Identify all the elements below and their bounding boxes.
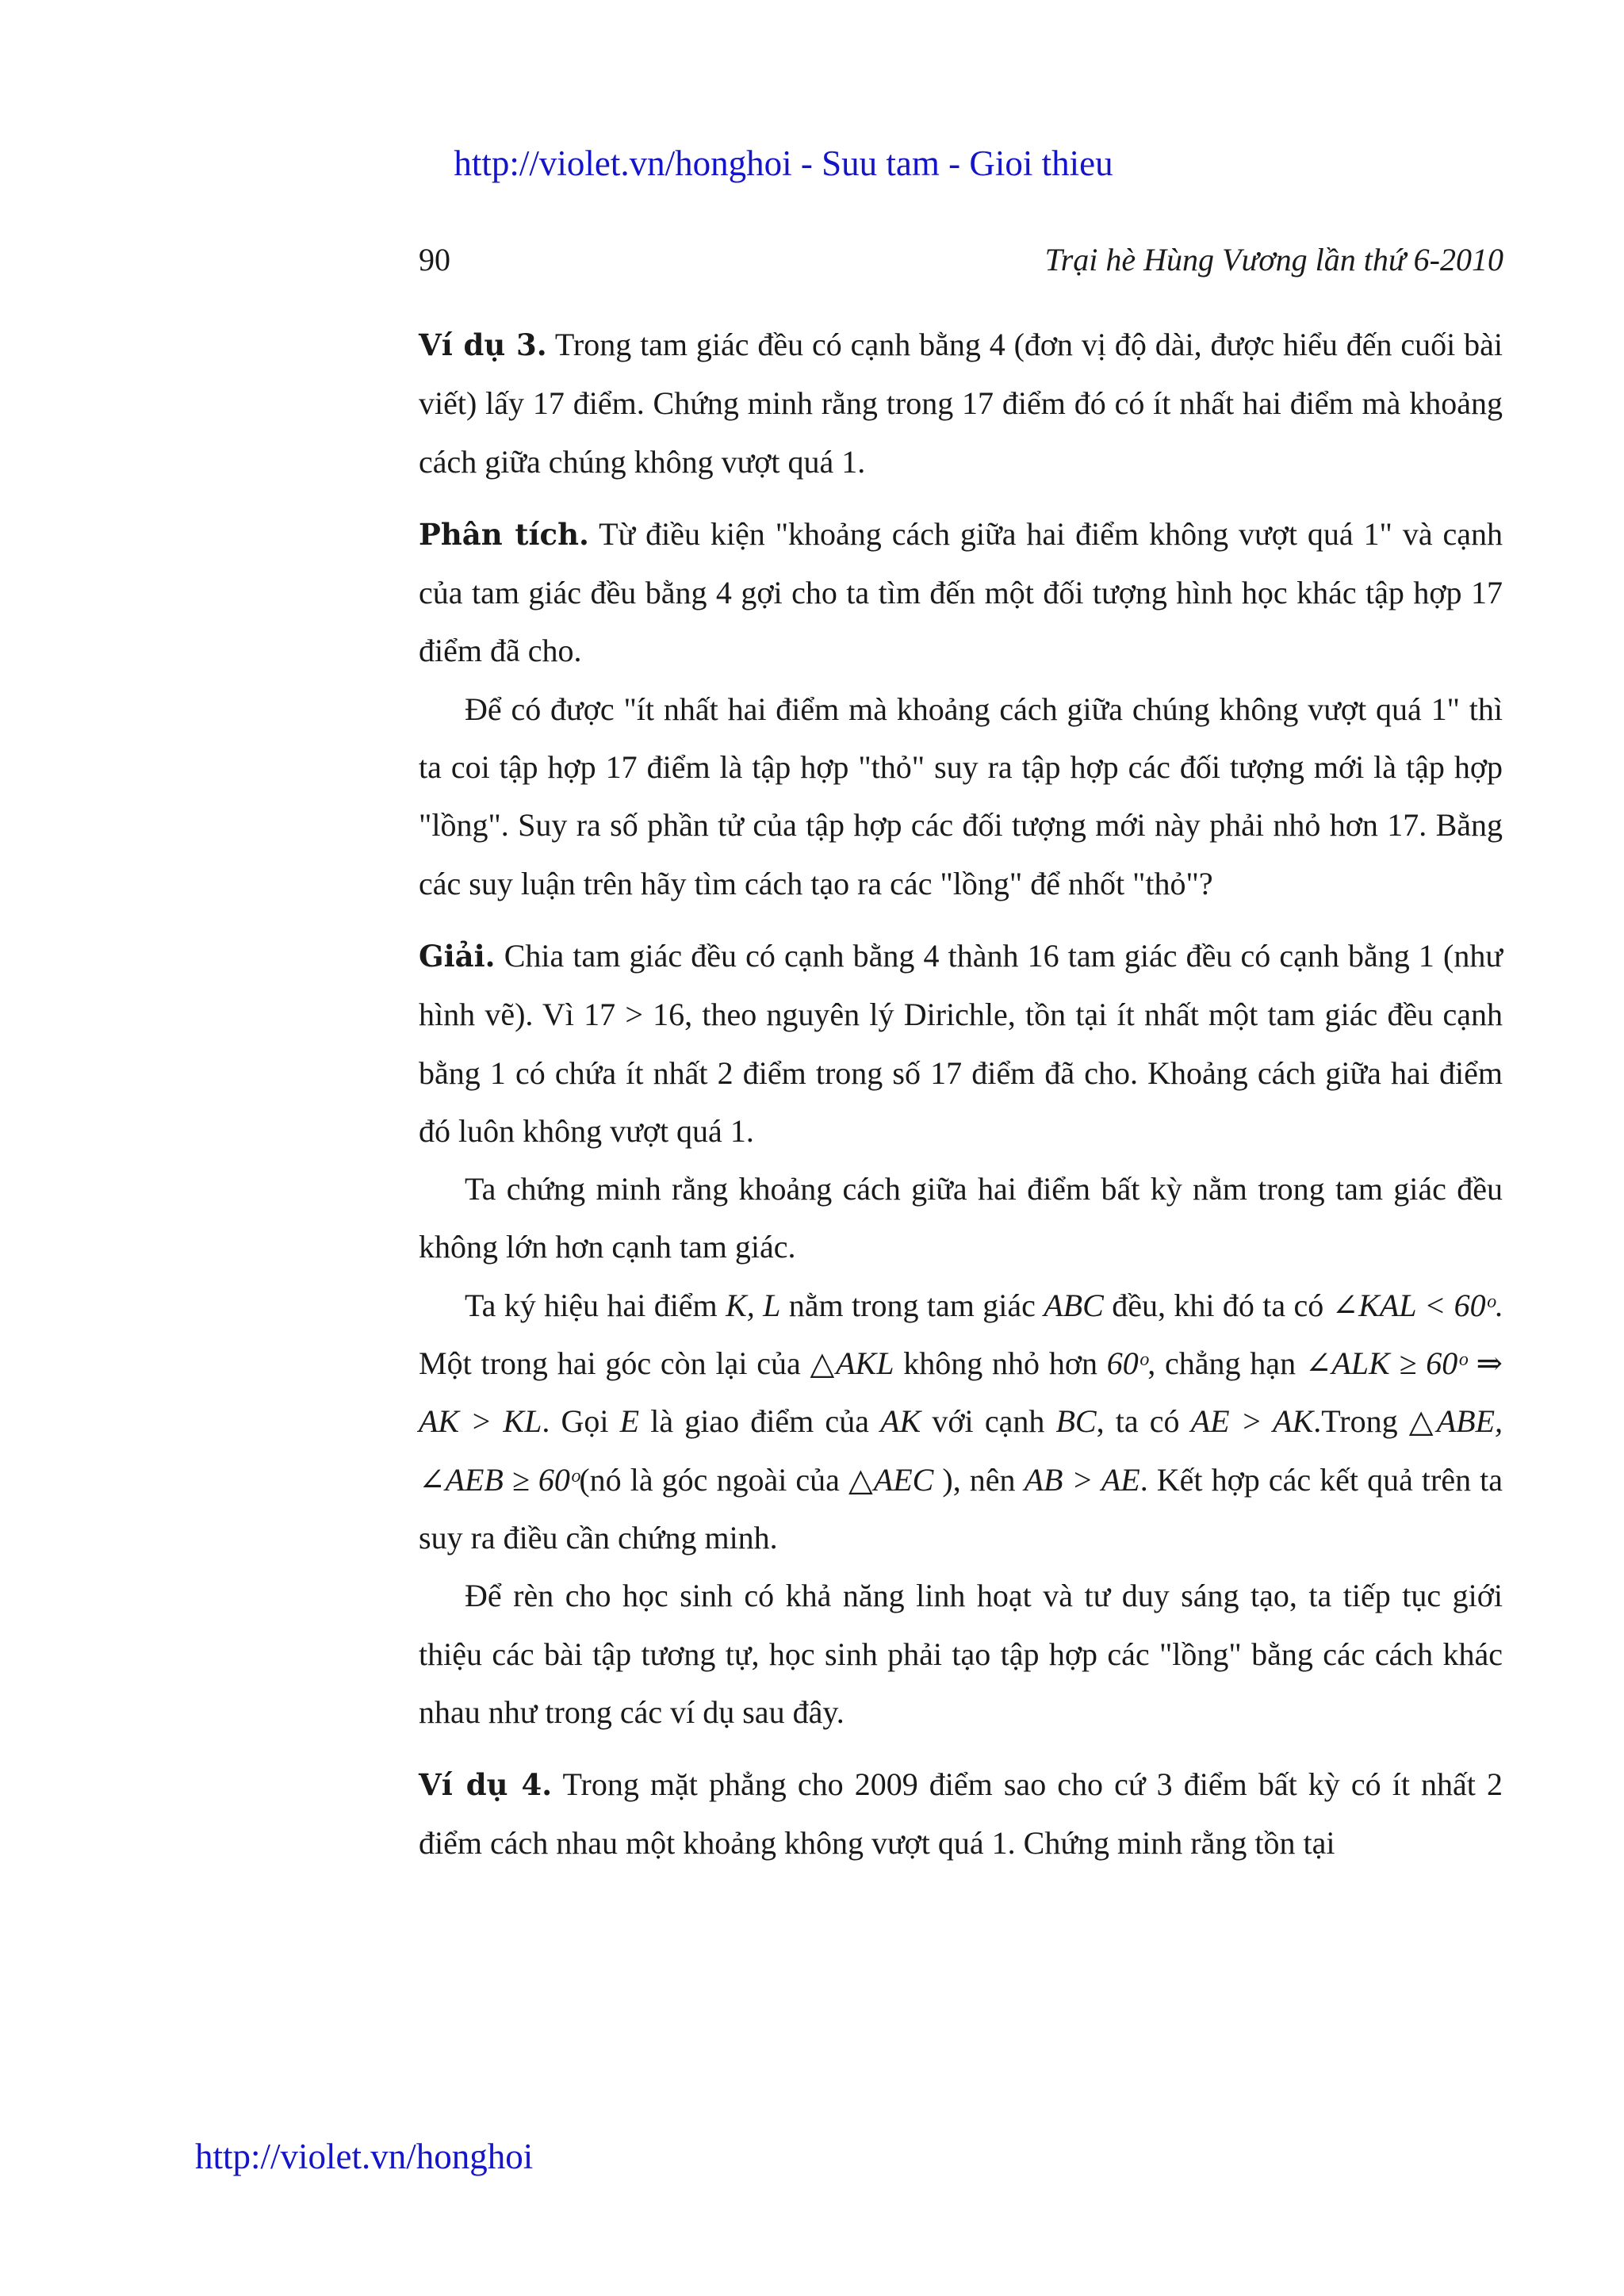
math-expression: 60ᵒ [1106,1345,1148,1382]
proof-text: là giao điểm của [639,1403,881,1440]
math-expression: △AEC [848,1461,934,1498]
proof-text: . Một trong hai góc còn lại của [419,1287,1503,1382]
top-source-link[interactable]: http://violet.vn/honghoi - Suu tam - Gioi thieu [454,144,1113,183]
proof-text: (nó là góc ngoài của [579,1461,848,1498]
proof-intro-paragraph: Ta chứng minh rằng khoảng cách giữa hai điểm bất kỳ nằm trong tam giác đều không lớn hơn cạnh tam giác. [419,1171,1503,1265]
proof-paragraph [419,1276,1503,1567]
proof-text: , chẳng hạn [1147,1345,1305,1382]
example-4-label: Ví dụ 4. [419,1767,553,1803]
page-number: 90 [419,242,450,277]
proof-text: .Trong [1313,1403,1409,1440]
proof-text: ), nên [933,1461,1025,1498]
example-4-paragraph [419,1755,1503,1873]
example-3-paragraph [419,316,1503,491]
math-expression: ∠KAL < 60ᵒ [1331,1287,1495,1323]
example-3-text: Trong tam giác đều có cạnh bằng 4 (đơn vị độ dài, được hiểu đến cuối bài viết) lấy 17 điểm. Chứng minh rằng trong 17 điểm đó có ít nhất hai điểm mà khoảng cách giữa chúng không vượt quá 1. [419,327,1503,480]
example-4-text: Trong mặt phẳng cho 2009 điểm sao cho cứ 3 điểm bất kỳ có ít nhất 2 điểm cách nhau một khoảng không vượt quá 1. Chứng minh rằng tồn tại [419,1766,1503,1862]
math-expression: △AKL [810,1345,894,1382]
proof-text: với cạnh [921,1403,1056,1440]
analysis-text: Từ điều kiện "khoảng cách giữa hai điểm không vượt quá 1" và cạnh của tam giác đều bằng 4 gợi cho ta tìm đến một đối tượng hình học khác tập hợp 17 điểm đã cho. [419,515,1503,669]
solution-text: Chia tam giác đều có cạnh bằng 4 thành 16 tam giác đều có cạnh bằng 1 (như hình vẽ). Vì 17 > 16, theo nguyên lý Dirichle, tồn tại ít nhất một tam giác đều cạnh bằng 1 có chứa ít nhất 2 điểm trong số 17 điểm đã cho. Khoảng cách giữa hai điểm đó luôn không vượt quá 1. [419,937,1503,1149]
math-expression: ABC [1044,1287,1104,1323]
proof-text: không nhỏ hơn [894,1345,1107,1382]
proof-text: , ta có [1096,1403,1191,1440]
math-expression: E [619,1403,640,1440]
analysis-label: Phân tích. [419,516,589,552]
math-expression: AE > AK [1190,1403,1314,1440]
analysis-paragraph [419,505,1503,680]
proof-text: . Kết hợp các kết quả trên ta suy ra điều cần chứng minh. [419,1461,1503,1556]
running-head: Trại hè Hùng Vương lần thứ 6-2010 [1044,242,1503,277]
math-expression: K, L [726,1287,781,1323]
proof-text: Ta ký hiệu hai điểm [465,1287,726,1323]
math-expression: ∠ALK ≥ 60ᵒ ⇒ AK > KL [419,1345,1503,1440]
proof-text: nằm trong tam giác [780,1287,1044,1323]
proof-text: đều, khi đó ta có [1103,1287,1332,1323]
proof-text: . Gọi [542,1403,620,1440]
math-expression: △ABE, ∠AEB ≥ 60ᵒ [419,1403,1503,1498]
page-body [419,316,1503,1873]
solution-paragraph [419,927,1503,1160]
example-3-label: Ví dụ 3. [419,327,547,362]
creativity-paragraph: Để rèn cho học sinh có khả năng linh hoạt và tư duy sáng tạo, ta tiếp tục giới thiệu các bài tập tương tự, học sinh phải tạo tập hợp các "lồng" bằng các cách khác nhau như trong các ví dụ sau đây. [419,1578,1503,1730]
math-expression: BC [1055,1403,1097,1440]
math-expression: AK [880,1403,921,1440]
bottom-source-link[interactable]: http://violet.vn/honghoi [195,2137,534,2176]
math-expression: AB > AE [1024,1461,1140,1498]
analysis-continuation-paragraph: Để có được "ít nhất hai điểm mà khoảng cách giữa chúng không vượt quá 1" thì ta coi tập hợp 17 điểm là tập hợp "thỏ" suy ra tập hợp các đối tượng mới là tập hợp "lồng". Suy ra số phần tử của tập hợp các đối tượng mới này phải nhỏ hơn 17. Bằng các suy luận trên hãy tìm cách tạo ra các "lồng" để nhốt "thỏ"? [419,691,1503,901]
solution-label: Giải. [419,938,496,974]
